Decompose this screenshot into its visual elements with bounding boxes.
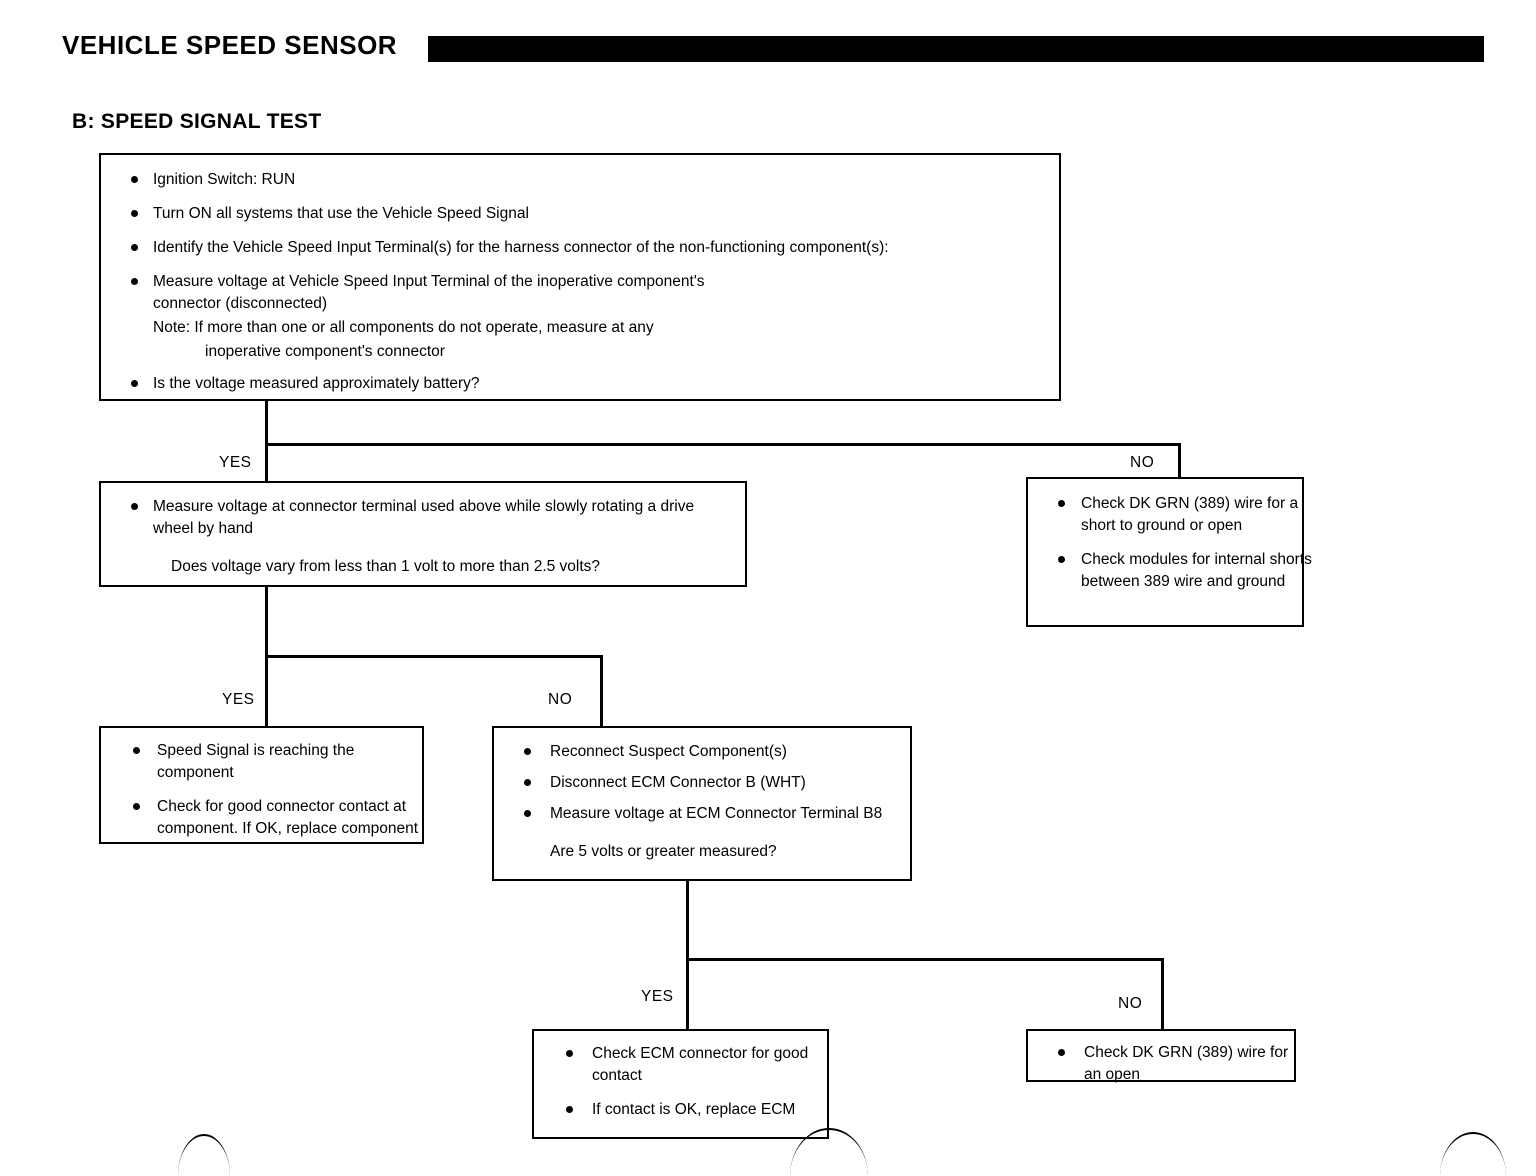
list-item: [109, 796, 425, 840]
list-item-text: Check DK GRN (389) wire for an open: [1084, 1044, 1289, 1083]
list-item-text: Measure voltage at connector terminal used above while slowly rotating a drive wheel by hand: [153, 498, 695, 537]
list-item-text: Ignition Switch: RUN: [153, 171, 296, 188]
list-item-text: Identify the Vehicle Speed Input Terminal(s) for the harness connector of the non-functioning component(s):: [153, 239, 889, 256]
branch-label-no-3: NO: [1118, 995, 1143, 1012]
list-item-text: Check DK GRN (389) wire for a short to ground or open: [1081, 495, 1299, 534]
bullet-dot: [1058, 556, 1065, 563]
bullet-dot: [131, 244, 138, 251]
bullet-dot: [524, 810, 531, 817]
box-check-dkgrn-short: [1026, 477, 1312, 627]
list-item: [542, 1099, 827, 1121]
connector-line: [686, 881, 689, 961]
note-text: Note: If more than one or all components do not operate, measure at any: [153, 319, 654, 336]
section-title: B: SPEED SIGNAL TEST: [72, 110, 322, 133]
note-continuation-text: inoperative component's connector: [205, 343, 445, 360]
scan-artifact-right: [1440, 1132, 1506, 1176]
connector-line: [265, 655, 603, 658]
box-signal-reaching-component: [99, 726, 424, 844]
box-check-dkgrn-open: [1026, 1029, 1296, 1082]
connector-line: [686, 958, 1164, 961]
box-question: [111, 556, 735, 578]
list-item-text: Check ECM connector for good contact: [592, 1045, 809, 1084]
bullet-dot: [131, 176, 138, 183]
question-text: Are 5 volts or greater measured?: [550, 843, 777, 860]
list-item: [502, 803, 885, 825]
box-check-ecm-connector: [532, 1029, 829, 1139]
connector-line: [1178, 443, 1181, 477]
list-item-text: Speed Signal is reaching the component: [157, 742, 355, 781]
list-item-text: Check modules for internal shorts between 389 wire and ground: [1081, 551, 1312, 590]
connector-line: [265, 587, 268, 657]
connector-line: [1161, 958, 1164, 1030]
list-item: [111, 237, 913, 259]
bullet-dot: [524, 748, 531, 755]
box-rotate-wheel: [99, 481, 747, 587]
list-item: [542, 1043, 822, 1087]
branch-label-no-1: NO: [1130, 454, 1155, 471]
connector-line: [265, 655, 268, 727]
question-text: Does voltage vary from less than 1 volt to more than 2.5 volts?: [171, 558, 601, 575]
connector-line: [265, 443, 268, 482]
connector-line: [265, 401, 268, 445]
box-question: [502, 841, 902, 863]
box-start-conditions: [99, 153, 1061, 401]
branch-label-yes-1: YES: [219, 454, 252, 471]
bullet-dot: [131, 210, 138, 217]
bullet-dot: [1058, 500, 1065, 507]
bullet-dot: [566, 1050, 573, 1057]
bullet-dot: [566, 1106, 573, 1113]
list-item-text: Disconnect ECM Connector B (WHT): [550, 774, 806, 791]
list-item-text: If contact is OK, replace ECM: [592, 1101, 796, 1118]
list-item: [111, 169, 1049, 191]
list-item-text: Is the voltage measured approximately battery?: [153, 375, 480, 392]
list-item: [109, 740, 425, 784]
connector-line: [265, 443, 1181, 446]
list-item: [1036, 493, 1306, 537]
note-line: [111, 317, 1049, 339]
box-ecm-measure: [492, 726, 912, 881]
page-title: VEHICLE SPEED SENSOR: [62, 30, 398, 60]
list-item-text: Measure voltage at ECM Connector Terminal B8: [550, 805, 883, 822]
list-item: [111, 373, 1049, 395]
bullet-dot: [131, 278, 138, 285]
list-item: [111, 496, 713, 540]
connector-line: [600, 655, 603, 727]
bullet-dot: [524, 779, 531, 786]
list-item: [1036, 549, 1316, 593]
branch-label-no-2: NO: [548, 691, 573, 708]
bullet-dot: [133, 803, 140, 810]
scan-artifact-left: [178, 1134, 230, 1176]
connector-line: [686, 958, 689, 1030]
list-item-text: Check for good connector contact at component. If OK, replace component: [157, 798, 419, 837]
list-item-text: Turn ON all systems that use the Vehicle Speed Signal: [153, 205, 529, 222]
header-rule: [428, 36, 1484, 62]
bullet-dot: [133, 747, 140, 754]
list-item: [502, 772, 902, 794]
bullet-dot: [1058, 1049, 1065, 1056]
bullet-dot: [131, 380, 138, 387]
bullet-dot: [131, 503, 138, 510]
list-item: [502, 741, 902, 763]
list-item: [1036, 1042, 1294, 1086]
branch-label-yes-3: YES: [641, 988, 674, 1005]
list-item: [111, 271, 753, 315]
branch-label-yes-2: YES: [222, 691, 255, 708]
list-item-text: Reconnect Suspect Component(s): [550, 743, 787, 760]
list-item: [111, 203, 1049, 225]
list-item-text: Measure voltage at Vehicle Speed Input Terminal of the inoperative component's connector (disconnected): [153, 273, 705, 312]
note-continuation: [111, 341, 1049, 363]
